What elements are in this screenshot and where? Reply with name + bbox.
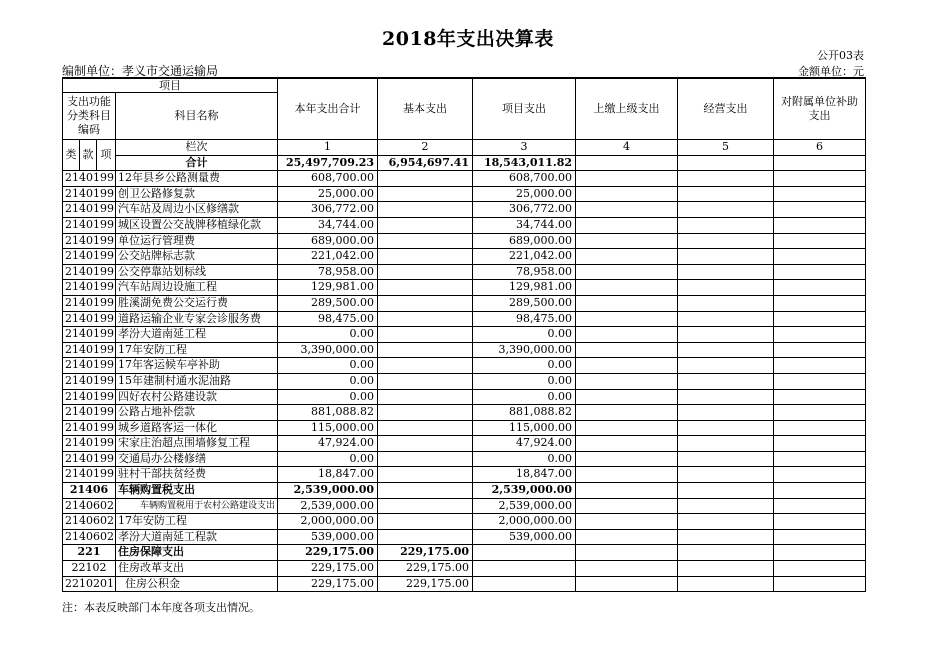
col-number-1: 1	[278, 140, 378, 156]
total-basic: 6,954,697.41	[378, 155, 473, 171]
row-total: 229,175.00	[278, 576, 378, 592]
total-label: 合计	[116, 155, 278, 171]
row-total: 229,175.00	[278, 561, 378, 577]
row-name: 城乡道路客运一体化	[116, 420, 278, 436]
row-operating	[678, 171, 774, 187]
row-upper	[576, 217, 678, 233]
row-project: 881,088.82	[473, 405, 576, 421]
row-operating	[678, 280, 774, 296]
row-code: 2140199	[63, 436, 116, 452]
row-code: 22102	[63, 561, 116, 577]
row-basic	[378, 327, 473, 343]
row-basic	[378, 373, 473, 389]
row-subsidy	[774, 233, 866, 249]
table-row	[63, 436, 866, 452]
row-name: 17年安防工程	[116, 342, 278, 358]
row-code: 2140199	[63, 186, 116, 202]
row-upper	[576, 327, 678, 343]
table-row	[63, 358, 866, 374]
col-number-3: 3	[473, 140, 576, 156]
row-total: 0.00	[278, 389, 378, 405]
row-basic	[378, 514, 473, 530]
row-upper	[576, 171, 678, 187]
row-project: 34,744.00	[473, 217, 576, 233]
row-upper	[576, 342, 678, 358]
row-upper	[576, 186, 678, 202]
row-name: 17年客运候车亭补助	[116, 358, 278, 374]
table-row	[63, 451, 866, 467]
col-total-header: 本年支出合计	[278, 78, 378, 140]
row-name: 汽车站周边设施工程	[116, 280, 278, 296]
func-code-header: 支出功能分类科目编码	[63, 93, 116, 140]
col-number-4: 4	[576, 140, 678, 156]
row-subsidy	[774, 327, 866, 343]
row-name: 交通局办公楼修缮	[116, 451, 278, 467]
row-project: 129,981.00	[473, 280, 576, 296]
row-subsidy	[774, 264, 866, 280]
row-operating	[678, 498, 774, 514]
row-total: 18,847.00	[278, 467, 378, 483]
col-basic-header: 基本支出	[378, 78, 473, 140]
row-upper	[576, 249, 678, 265]
row-subsidy	[774, 420, 866, 436]
row-total: 229,175.00	[278, 545, 378, 561]
row-basic: 229,175.00	[378, 561, 473, 577]
row-operating	[678, 327, 774, 343]
row-name: 公交停靠站划标线	[116, 264, 278, 280]
table-row	[63, 561, 866, 577]
row-code: 2140199	[63, 405, 116, 421]
expenditure-table	[62, 77, 866, 592]
row-subsidy	[774, 171, 866, 187]
table-row	[63, 498, 866, 514]
row-operating	[678, 529, 774, 545]
row-operating	[678, 576, 774, 592]
row-code: 2140199	[63, 202, 116, 218]
col-number-6: 6	[774, 140, 866, 156]
col-subsidy-header: 对附属单位补助支出	[774, 78, 866, 140]
col-number-5: 5	[678, 140, 774, 156]
row-upper	[576, 451, 678, 467]
table-row	[63, 295, 866, 311]
row-total: 129,981.00	[278, 280, 378, 296]
row-upper	[576, 202, 678, 218]
row-basic	[378, 420, 473, 436]
row-basic	[378, 358, 473, 374]
row-basic	[378, 217, 473, 233]
row-code: 2140602	[63, 529, 116, 545]
row-code: 2140199	[63, 358, 116, 374]
row-subsidy	[774, 467, 866, 483]
row-project: 47,924.00	[473, 436, 576, 452]
row-basic	[378, 342, 473, 358]
row-code: 221	[63, 545, 116, 561]
row-total: 539,000.00	[278, 529, 378, 545]
row-code: 2140199	[63, 264, 116, 280]
table-row	[63, 405, 866, 421]
row-name: 车辆购置税用于农村公路建设支出	[116, 498, 278, 514]
row-operating	[678, 561, 774, 577]
table-row	[63, 327, 866, 343]
row-operating	[678, 514, 774, 530]
row-upper	[576, 405, 678, 421]
row-operating	[678, 202, 774, 218]
row-total: 306,772.00	[278, 202, 378, 218]
lanci-label: 栏次	[116, 140, 278, 156]
subject-name-header: 科目名称	[116, 93, 278, 140]
row-subsidy	[774, 358, 866, 374]
row-upper	[576, 436, 678, 452]
row-name: 宋家庄治超点围墙修复工程	[116, 436, 278, 452]
row-code: 21406	[63, 483, 116, 499]
row-total: 221,042.00	[278, 249, 378, 265]
row-upper	[576, 545, 678, 561]
table-row	[63, 483, 866, 499]
row-subsidy	[774, 576, 866, 592]
table-row	[63, 467, 866, 483]
row-subsidy	[774, 186, 866, 202]
row-code: 2140199	[63, 451, 116, 467]
row-name: 孝汾大道南延工程	[116, 327, 278, 343]
row-operating	[678, 264, 774, 280]
row-code: 2140199	[63, 327, 116, 343]
row-basic: 229,175.00	[378, 545, 473, 561]
row-name: 胜溪湖免费公交运行费	[116, 295, 278, 311]
row-basic	[378, 264, 473, 280]
row-upper	[576, 389, 678, 405]
row-upper	[576, 311, 678, 327]
row-operating	[678, 249, 774, 265]
row-operating	[678, 217, 774, 233]
form-code: 公开03表	[817, 49, 864, 62]
table-row	[63, 264, 866, 280]
total-operating	[678, 155, 774, 171]
row-upper	[576, 483, 678, 499]
row-upper	[576, 561, 678, 577]
row-project: 98,475.00	[473, 311, 576, 327]
row-basic	[378, 529, 473, 545]
row-operating	[678, 389, 774, 405]
row-project: 2,539,000.00	[473, 483, 576, 499]
row-basic	[378, 295, 473, 311]
row-operating	[678, 295, 774, 311]
row-subsidy	[774, 202, 866, 218]
row-project: 78,958.00	[473, 264, 576, 280]
total-row	[63, 155, 866, 171]
row-project: 0.00	[473, 373, 576, 389]
row-total: 115,000.00	[278, 420, 378, 436]
row-upper	[576, 358, 678, 374]
table-row	[63, 514, 866, 530]
row-project: 3,390,000.00	[473, 342, 576, 358]
row-project: 539,000.00	[473, 529, 576, 545]
row-subsidy	[774, 280, 866, 296]
row-upper	[576, 514, 678, 530]
footnote: 注：本表反映部门本年度各项支出情况。	[62, 601, 260, 614]
row-code: 2140199	[63, 171, 116, 187]
lei-header: 类	[63, 140, 80, 171]
row-code: 2140199	[63, 420, 116, 436]
row-project: 25,000.00	[473, 186, 576, 202]
row-basic	[378, 451, 473, 467]
row-name: 四好农村公路建设款	[116, 389, 278, 405]
row-basic	[378, 483, 473, 499]
row-total: 3,390,000.00	[278, 342, 378, 358]
row-name: 15年建制村通水泥油路	[116, 373, 278, 389]
table-row	[63, 342, 866, 358]
row-operating	[678, 545, 774, 561]
table-row	[63, 311, 866, 327]
table-row	[63, 420, 866, 436]
table-row	[63, 249, 866, 265]
row-code: 2140199	[63, 467, 116, 483]
row-basic	[378, 202, 473, 218]
row-project: 0.00	[473, 389, 576, 405]
row-basic	[378, 311, 473, 327]
row-subsidy	[774, 295, 866, 311]
row-name: 创卫公路修复款	[116, 186, 278, 202]
row-project	[473, 545, 576, 561]
row-code: 2140199	[63, 280, 116, 296]
table-row	[63, 389, 866, 405]
row-basic	[378, 186, 473, 202]
row-project: 2,000,000.00	[473, 514, 576, 530]
row-name: 住房公积金	[116, 576, 278, 592]
row-project: 689,000.00	[473, 233, 576, 249]
row-subsidy	[774, 405, 866, 421]
row-code: 2140602	[63, 498, 116, 514]
row-subsidy	[774, 436, 866, 452]
row-upper	[576, 373, 678, 389]
row-operating	[678, 342, 774, 358]
row-project: 0.00	[473, 451, 576, 467]
row-total: 0.00	[278, 373, 378, 389]
row-total: 289,500.00	[278, 295, 378, 311]
row-upper	[576, 280, 678, 296]
row-total: 881,088.82	[278, 405, 378, 421]
row-total: 2,539,000.00	[278, 483, 378, 499]
row-upper	[576, 295, 678, 311]
row-name: 汽车站及周边小区修缮款	[116, 202, 278, 218]
row-total: 34,744.00	[278, 217, 378, 233]
row-name: 12年县乡公路测量费	[116, 171, 278, 187]
row-total: 78,958.00	[278, 264, 378, 280]
project-header: 项目	[63, 78, 278, 93]
row-subsidy	[774, 514, 866, 530]
table-row	[63, 202, 866, 218]
row-upper	[576, 264, 678, 280]
org-name: 编制单位：孝义市交通运输局	[62, 64, 219, 78]
lanci-row	[63, 140, 866, 156]
row-subsidy	[774, 249, 866, 265]
total-upper	[576, 155, 678, 171]
row-code: 2140199	[63, 342, 116, 358]
total-project: 18,543,011.82	[473, 155, 576, 171]
row-name: 驻村干部扶贫经费	[116, 467, 278, 483]
row-total: 98,475.00	[278, 311, 378, 327]
row-total: 0.00	[278, 358, 378, 374]
row-upper	[576, 420, 678, 436]
row-operating	[678, 233, 774, 249]
row-project: 18,847.00	[473, 467, 576, 483]
row-basic	[378, 171, 473, 187]
row-basic	[378, 436, 473, 452]
row-upper	[576, 233, 678, 249]
row-subsidy	[774, 483, 866, 499]
row-subsidy	[774, 561, 866, 577]
row-subsidy	[774, 545, 866, 561]
row-project: 115,000.00	[473, 420, 576, 436]
table-row	[63, 373, 866, 389]
row-total: 47,924.00	[278, 436, 378, 452]
row-basic	[378, 233, 473, 249]
row-operating	[678, 186, 774, 202]
row-project	[473, 576, 576, 592]
row-operating	[678, 373, 774, 389]
row-project: 306,772.00	[473, 202, 576, 218]
row-code: 2140199	[63, 295, 116, 311]
row-operating	[678, 420, 774, 436]
table-row	[63, 171, 866, 187]
row-code: 2140199	[63, 249, 116, 265]
row-name: 住房改革支出	[116, 561, 278, 577]
row-name: 公交站牌标志款	[116, 249, 278, 265]
row-code: 2140199	[63, 373, 116, 389]
table-row	[63, 529, 866, 545]
header-row-1	[63, 78, 866, 93]
row-name: 公路占地补偿款	[116, 405, 278, 421]
row-operating	[678, 451, 774, 467]
row-operating	[678, 358, 774, 374]
kuan-header: 款	[80, 140, 97, 171]
row-project: 2,539,000.00	[473, 498, 576, 514]
col-upper-header: 上缴上级支出	[576, 78, 678, 140]
row-operating	[678, 311, 774, 327]
row-total: 0.00	[278, 327, 378, 343]
row-name: 道路运输企业专家会诊服务费	[116, 311, 278, 327]
row-subsidy	[774, 311, 866, 327]
row-basic: 229,175.00	[378, 576, 473, 592]
amount-unit: 金额单位：元	[798, 65, 864, 78]
xiang-header: 项	[97, 140, 116, 171]
row-basic	[378, 389, 473, 405]
row-operating	[678, 483, 774, 499]
row-name: 17年安防工程	[116, 514, 278, 530]
row-subsidy	[774, 342, 866, 358]
col-operating-header: 经营支出	[678, 78, 774, 140]
total-amount: 25,497,709.23	[278, 155, 378, 171]
row-subsidy	[774, 217, 866, 233]
row-name: 车辆购置税支出	[116, 483, 278, 499]
col-number-2: 2	[378, 140, 473, 156]
row-code: 2140199	[63, 233, 116, 249]
total-subsidy	[774, 155, 866, 171]
row-subsidy	[774, 389, 866, 405]
row-total: 689,000.00	[278, 233, 378, 249]
col-project-header: 项目支出	[473, 78, 576, 140]
row-project	[473, 561, 576, 577]
row-name: 住房保障支出	[116, 545, 278, 561]
row-name: 孝汾大道南延工程款	[116, 529, 278, 545]
row-project: 0.00	[473, 327, 576, 343]
row-operating	[678, 405, 774, 421]
row-subsidy	[774, 373, 866, 389]
table-row	[63, 186, 866, 202]
row-code: 2140199	[63, 217, 116, 233]
row-upper	[576, 467, 678, 483]
row-total: 0.00	[278, 451, 378, 467]
row-project: 289,500.00	[473, 295, 576, 311]
table-row	[63, 217, 866, 233]
row-code: 2140602	[63, 514, 116, 530]
table-row	[63, 545, 866, 561]
row-total: 25,000.00	[278, 186, 378, 202]
row-total: 2,539,000.00	[278, 498, 378, 514]
table-row	[63, 233, 866, 249]
table-row	[63, 280, 866, 296]
row-subsidy	[774, 529, 866, 545]
row-project: 608,700.00	[473, 171, 576, 187]
row-subsidy	[774, 498, 866, 514]
row-basic	[378, 249, 473, 265]
row-subsidy	[774, 451, 866, 467]
row-basic	[378, 405, 473, 421]
row-operating	[678, 436, 774, 452]
row-code: 2210201	[63, 576, 116, 592]
row-code: 2140199	[63, 311, 116, 327]
row-name: 单位运行管理费	[116, 233, 278, 249]
row-upper	[576, 576, 678, 592]
page-title: 2018年支出决算表	[382, 28, 554, 50]
row-total: 2,000,000.00	[278, 514, 378, 530]
row-code: 2140199	[63, 389, 116, 405]
row-operating	[678, 467, 774, 483]
row-basic	[378, 498, 473, 514]
row-total: 608,700.00	[278, 171, 378, 187]
row-project: 221,042.00	[473, 249, 576, 265]
row-upper	[576, 498, 678, 514]
row-basic	[378, 467, 473, 483]
row-upper	[576, 529, 678, 545]
row-project: 0.00	[473, 358, 576, 374]
table-row	[63, 576, 866, 592]
row-basic	[378, 280, 473, 296]
row-name: 城区设置公交战牌移植绿化款	[116, 217, 278, 233]
